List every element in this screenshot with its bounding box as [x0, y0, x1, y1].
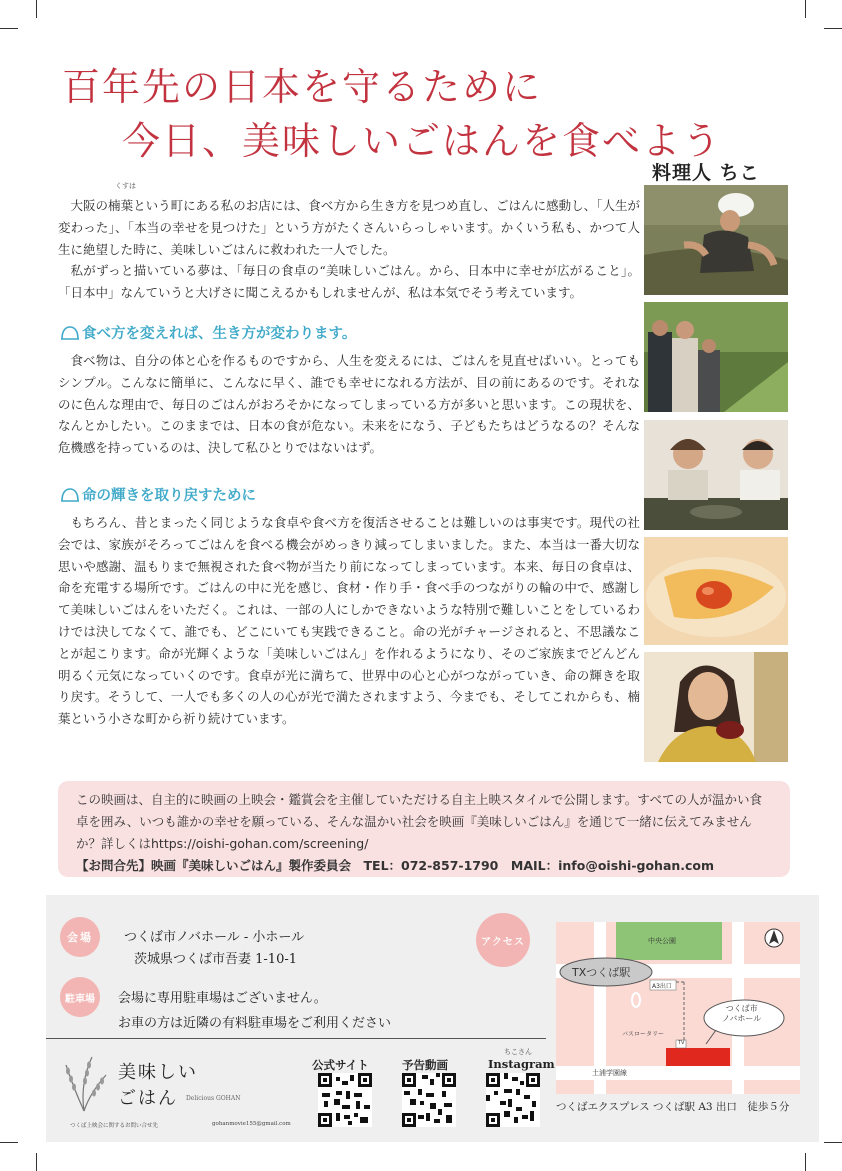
notice-text: この映画は、自主的に映画の上映会・鑑賞会を主催していただける自主上映スタイルで公開します。すべての人が温かい食卓を囲み、いつも誰かの幸せを願っている、そんな温かい社会を映画『美味しいごはん』を通じて一緒に伝えてみませんか？詳しくはhttps://oishi-gohan.com/screening/	[76, 792, 763, 851]
logo-subtitle: Delicious GOHAN	[186, 1095, 241, 1102]
qr-code-trailer[interactable]	[402, 1073, 456, 1127]
access-badge: アクセス	[476, 913, 530, 967]
screening-notice	[58, 781, 790, 877]
intro-paragraph-1: 大阪の楠葉という町にある私のお店には、食べ方から生き方を見つめ直し、ごはんに感動し、「人生が変わった」、「本当の幸せを見つけた」という方がたくさんいらっしゃいます。かくいう私も、かつて人生に絶望した時に、美味しいごはんに救われた一人でした。	[58, 198, 640, 257]
parking-line-1: 会場に専用駐車場はございません。	[118, 991, 327, 1006]
qr-code-instagram[interactable]	[486, 1073, 540, 1127]
venue-badge: 会場	[60, 917, 100, 957]
map-venue-label: つくば市 ノバホール	[722, 1004, 762, 1023]
section-heading-1-text: 食べ方を変えれば、生き方が変わります。	[82, 326, 357, 342]
map-tv-label: TV	[678, 1040, 685, 1046]
qr-label-site: 公式サイト	[312, 1058, 369, 1072]
headline-line-1: 百年先の日本を守るために	[62, 65, 543, 109]
access-map	[556, 922, 800, 1094]
section-2-paragraph: もちろん、昔とまったく同じような食卓や食べ方を復活させることは難しいのは事実です。現代の社会では、家族がそろってごはんを食べる機会がめっきり減ってしまいました。また、本当は一番大切な思いや感謝、温もりまで無視された食べ物が当たり前になってしまっています。本来、毎日の食卓は、命を充電する場所です。ごはんの中に光を感じ、食材・作り手・食べ手のつながりの輪の中で、感謝して美味しいごはんをいただく。これは、一部の人にしかできないような特別で難しいことをしているわけでは決してなくて、誰でも、どこにいても実践できること。命の光がチャージされると、不思議なことが起こります。命が光輝くような「美味しいごはん」を作れるようになり、そのご家族までどんどん明るく元気になっていくのです。食卓が光に満ちて、世界中の心と心がつながっていき、命の輝きを取り戻す。そうして、一人でも多くの人の心が光で満たされますよう、今までも、そしてこれからも、楠葉という小さな町から祈り続けています。	[58, 515, 640, 727]
venue-address: 茨城県つくば市吾妻 1-10-1	[134, 952, 298, 967]
logo-title-line-1: 美味しい	[118, 1062, 198, 1083]
headline-line-2: 今日、美味しいごはんを食べよう	[122, 119, 723, 163]
logo-title-line-2: ごはん	[118, 1088, 178, 1109]
rice-bowl-icon	[60, 325, 80, 341]
map-station-label: TXつくば駅	[572, 966, 631, 979]
crop-mark	[36, 1153, 37, 1171]
map-rotary-label: バスロータリー	[622, 1031, 665, 1038]
north-arrow-icon	[765, 929, 783, 947]
divider	[46, 1038, 546, 1039]
photo-woman-eating	[644, 652, 788, 762]
section-1-paragraph: 食べ物は、自分の体と心を作るものですから、人生を変えるには、ごはんを見直せばいい。とってもシンプル。こんなに簡単に、こんなに早く、誰でも幸せになれる方法が、目の前にあるのです。それなのに色んな理由で、毎日のごはんがおろそかになってしまっている方が多いと思います。この現状を、なんとかしたい。このままでは、日本の食が危ない。未来をになう、子どもたちはどうなるの？そんな危機感を持っているのは、決して私ひとりではないはず。	[58, 353, 640, 456]
parking-badge: 駐車場	[60, 977, 100, 1017]
qr-label-instagram: Instagram	[488, 1057, 555, 1071]
parking-line-2: お車の方は近隣の有料駐車場をご利用ください	[118, 1016, 392, 1031]
section-heading-2-text: 命の輝きを取り戻すために	[82, 488, 256, 504]
qr-label-trailer: 予告動画	[402, 1058, 448, 1072]
crop-mark	[805, 1153, 806, 1171]
qr-label-instagram-ruby: ちこさん	[504, 1048, 532, 1056]
section-heading-1	[60, 322, 356, 343]
rice-plant-logo-icon	[56, 1053, 112, 1113]
crop-mark	[36, 0, 37, 18]
rice-bowl-icon	[60, 487, 80, 503]
map-park-label: 中央公園	[648, 937, 676, 945]
photo-rice-field	[644, 185, 788, 295]
contact-label: つくば上映会に関するお問い合せ先	[70, 1123, 159, 1129]
qr-code-site[interactable]	[318, 1073, 372, 1127]
author-name: 料理人 ちこ	[652, 162, 760, 184]
furigana-kusuha: くすは	[115, 182, 136, 190]
section-1-text	[58, 350, 640, 459]
map-street-label: 土浦学園線	[592, 1069, 627, 1077]
photo-dish	[644, 537, 788, 645]
crop-mark	[0, 28, 18, 29]
photo-dining-couple	[644, 420, 788, 530]
section-heading-2	[60, 484, 256, 505]
map-exit-label: A3出口	[652, 983, 672, 990]
photo-garden-people	[644, 302, 788, 412]
crop-mark	[824, 28, 842, 29]
crop-mark	[824, 1142, 842, 1143]
crop-mark	[0, 1142, 18, 1143]
intro-text	[58, 195, 640, 304]
access-caption: つくばエクスプレス つくば駅 A3 出口 徒歩５分	[556, 1101, 790, 1113]
intro-paragraph-2: 私がずっと描いている夢は、「毎日の食卓の“美味しいごはん。から、日本中に幸せが広がること」。「日本中」なんていうと大げさに聞こえるかもしれませんが、私は本気でそう考えています。	[58, 263, 640, 301]
contact-info: 【お問合先】映画『美味しいごはん』製作委員会 TEL：072-857-1790 MAIL：info@oishi-gohan.com	[76, 858, 715, 873]
crop-mark	[805, 0, 806, 18]
section-2-text	[58, 512, 640, 730]
contact-email: gohanmovie155@gmail.com	[212, 1121, 291, 1127]
venue-name: つくば市ノバホール - 小ホール	[124, 930, 305, 945]
